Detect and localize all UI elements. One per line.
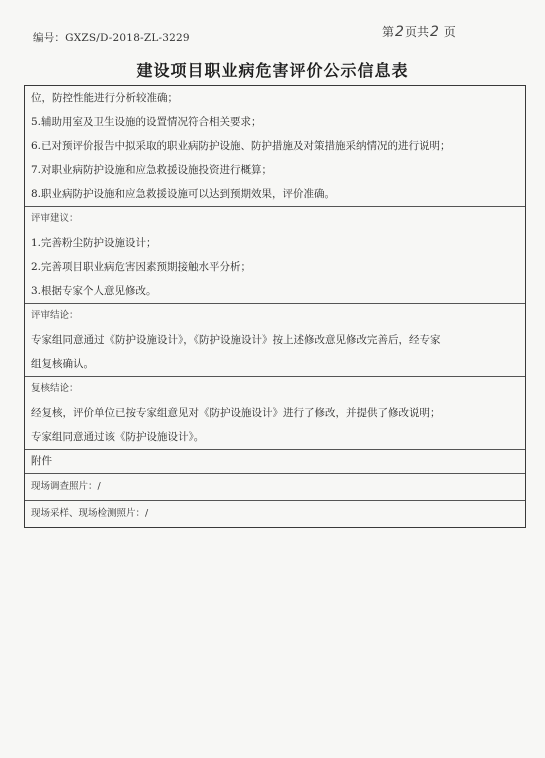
continuation-line: 7.对职业病防护设施和应急救援设施投资进行概算； [31,164,273,176]
continuation-line: 6.已对预评价报告中拟采取的职业病防护设施、防护措施及对策措施采纳情况的进行说明； [31,140,451,152]
recheck-conclusion-line: 经复核，评价单位已按专家组意见对《防护设施设计》进行了修改，并提供了修改说明； [31,407,441,419]
info-table [24,85,526,528]
page-suffix: 页 [443,25,456,39]
page-prefix: 第 [382,25,395,39]
suggestion-item: 2.完善项目职业病危害因素预期接触水平分析； [31,261,252,273]
review-conclusion-heading: 评审结论： [31,310,79,321]
page-number [382,23,456,40]
page-total: 2 [429,24,439,40]
review-suggestions-heading: 评审建议： [31,213,79,224]
attachments-heading: 附件 [31,455,52,467]
document-title: 建设项目职业病危害评价公示信息表 [136,61,409,80]
page-current: 2 [395,24,404,40]
recheck-conclusion-heading: 复核结论： [31,383,79,394]
document-code: 编号：GXZS/D-2018-ZL-3229 [33,32,190,44]
review-suggestions-section [25,207,525,304]
suggestion-item: 3.根据专家个人意见修改。 [31,285,157,297]
recheck-conclusion-line: 专家组同意通过该《防护设施设计》。 [31,431,205,443]
sampling-photos-row [25,501,525,527]
continuation-line: 位，防控性能进行分析较准确； [31,92,178,104]
attachments-title-row [25,450,525,474]
review-conclusion-section [25,304,525,377]
site-survey-photos-row [25,474,525,501]
review-conclusion-line: 组复核确认。 [31,358,94,370]
continuation-line: 5.辅助用室及卫生设施的设置情况符合相关要求； [31,116,262,128]
review-conclusion-line: 专家组同意通过《防护设施设计》，《防护设施设计》按上述修改意见修改完善后，经专家 [31,334,441,346]
recheck-conclusion-section [25,377,525,450]
page-mid: 页共 [404,25,429,39]
sampling-photos: 现场采样、现场检测照片：/ [31,508,149,519]
site-survey-photos: 现场调查照片：/ [31,481,101,492]
continuation-section [25,86,525,207]
suggestion-item: 1.完善粉尘防护设施设计； [31,237,157,249]
continuation-line: 8.职业病防护设施和应急救援设施可以达到预期效果，评价准确。 [31,188,336,200]
